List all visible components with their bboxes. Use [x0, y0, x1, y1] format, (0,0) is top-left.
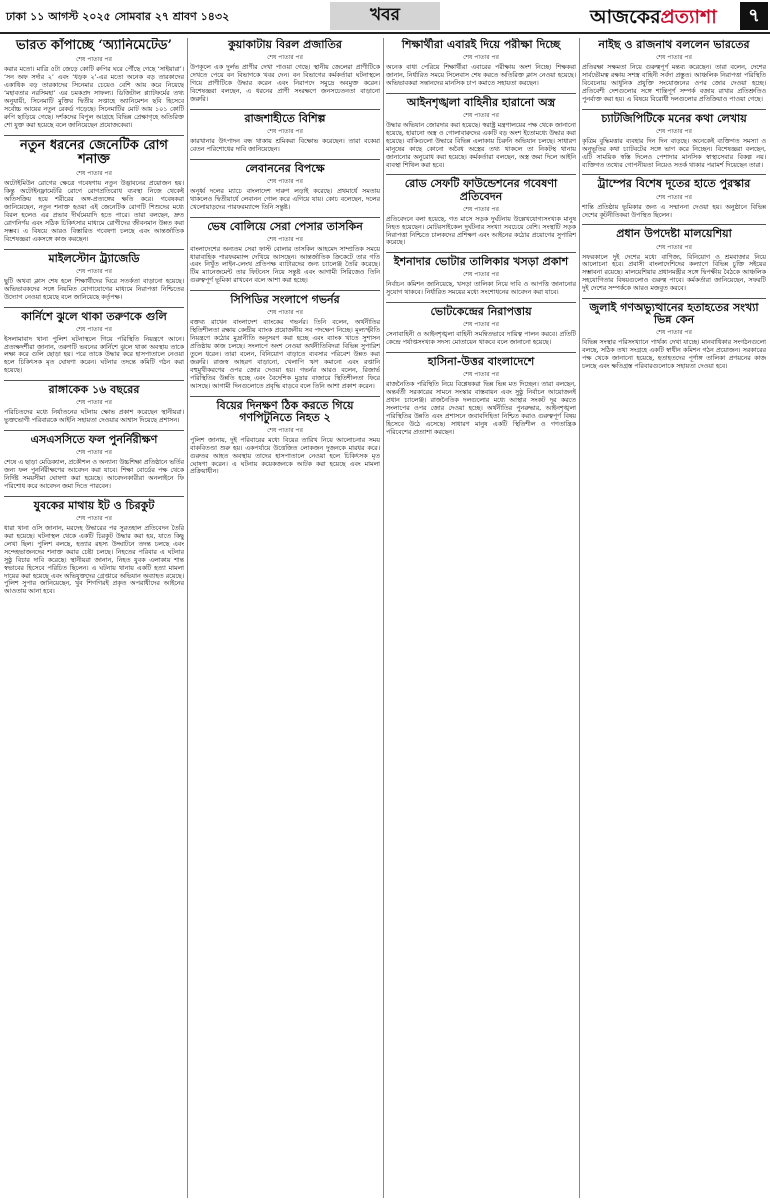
article-divider	[386, 352, 576, 353]
article-body: পুলিশ জানায়, দুই পরিবারের মধ্যে বিয়ের তারিখ নিয়ে আলোচনার সময় বাকবিতণ্ডা শুরু হয়। একপর্যায়ে উত্তেজিত লোকজন দুজনকে মারধর করে। গুরুতর আহত অবস্থায় তাদের হাসপাতালে নেওয়া হলে চিকিৎসক মৃত ঘোষণা করেন। এ ঘটনায় কয়েকজনকে আটক করা হয়েছে এবং মামলা প্রক্রিয়াধীন।	[190, 436, 380, 476]
article-divider	[190, 217, 380, 218]
article-body: শেষে এ ছাড়া মেডিক্যাল, প্রকৌশল ও অন্যান্য উচ্চশিক্ষা প্রতিষ্ঠানে ভর্তির জন্য ফল পুনর্নিরীক্ষণের আবেদন করা যাবে। শিক্ষা বোর্ডের পক্ষ থেকে নির্দিষ্ট সময়সীমা ঘোষণা করা হয়েছে। আবেদনকারীরা অনলাইনে ফি পরিশোধ করে আবেদন জমা দিতে পারবেন।	[4, 459, 184, 490]
article	[4, 139, 184, 244]
continued-label: শেষ পাতার পর	[267, 127, 303, 135]
article-body: সেনাবাহিনী ও আইনশৃঙ্খলা বাহিনী সমন্বিতভাবে দায়িত্ব পালন করবে। প্রতিটি কেন্দ্রে পর্যাপ্তসংখ্যক সদস্য মোতায়েন থাকবে বলে জানানো হয়েছে।	[386, 331, 576, 347]
column-divider	[187, 38, 188, 1198]
article	[582, 178, 766, 219]
article-headline: ভারত কাঁপাচ্ছে ‘অ্যানিমেটেড’	[15, 38, 173, 53]
article	[4, 311, 184, 376]
article-divider	[386, 302, 576, 303]
continued-label: শেষ পাতার পর	[76, 399, 112, 407]
continued-label: শেষ পাতার পর	[656, 193, 692, 201]
article-divider	[386, 174, 576, 175]
article-divider	[190, 396, 380, 397]
article-headline: আইনশৃঙ্খলা বাহিনীর হারানো অস্ত্র	[406, 95, 556, 109]
newspaper-logo	[590, 3, 717, 35]
continued-label: শেষ পাতার পর	[267, 177, 303, 185]
continued-label: শেষ পাতার পর	[267, 309, 303, 317]
article-divider	[582, 224, 766, 225]
article-divider	[4, 496, 184, 497]
article	[4, 384, 184, 425]
article-body: অটোইমিউন রোগের ক্ষেত্রে গবেষণায় নতুন উদ্ভাবনের প্রয়োজন হয়। কিন্তু অটোইনফ্লামেটরি রোগে রোগপ্রতিরোধ ব্যবস্থা নিজে থেকেই অতিসক্রিয় হয়ে শরীরের অঙ্গ-প্রত্যঙ্গের ক্ষতি করে। গবেষকরা জানিয়েছেন, নতুন শনাক্ত হওয়া এই জেনেটিক রোগটি শিশুদের মধ্যে বিরল হলেও এর প্রভাব দীর্ঘমেয়াদি হতে পারে। তারা বলছেন, দ্রুত রোগনির্ণয় এবং সঠিক চিকিৎসার মাধ্যমে রোগীদের জীবনমান উন্নত করা সম্ভব। এ বিষয়ে আরও বিস্তারিত গবেষণা চলছে এবং আন্তর্জাতিক বিশেষজ্ঞরা একসঙ্গে কাজ করছেন।	[4, 180, 184, 243]
article-body: ইসলামাবাদ থানা পুলিশ ঘটনাস্থলে গিয়ে পরিস্থিতি নিয়ন্ত্রণে আনে। প্রত্যক্ষদর্শীরা জানান, তরুণটি ভবনের কার্নিশে ঝুলে থাকা অবস্থায় তাকে লক্ষ্য করে গুলি ছোড়া হয়। পরে তাকে উদ্ধার করে হাসপাতালে নেওয়া হলে চিকিৎসক মৃত ঘোষণা করেন। ঘটনার তদন্তে কমিটি গঠন করা হয়েছে।	[4, 335, 184, 375]
article-headline: কার্নিশে ঝুলে থাকা তরুণকে গুলি	[21, 309, 167, 323]
continued-label: শেষ পাতার পর	[76, 515, 112, 523]
article-body: উদ্ধার অভিযান জোরদার করা হয়েছে। স্বরাষ্ট্র মন্ত্রণালয়ের পক্ষ থেকে জানানো হয়েছে, হারানো অস্ত্র ও গোলাবারুদের একটি বড় অংশ ইতোমধ্যে উদ্ধার করা হয়েছে। বাকিগুলো উদ্ধারে বিভিন্ন এলাকায় চিরুনি অভিযান চলছে। সাধারণ মানুষের কাছে কোনো অবৈধ অস্ত্রের তথ্য থাকলে তা নিকটস্থ থানায় জানানোর অনুরোধ করা হয়েছে। কর্মকর্তারা বলছেন, অস্ত্র জমা দিলে আইনি ব্যবস্থা শিথিল করা হবে।	[386, 121, 576, 169]
article-headline: ট্রাম্পের বিশেষ দূতের হাতে পুরস্কার	[597, 177, 751, 191]
article-divider	[4, 430, 184, 431]
article	[4, 253, 184, 302]
article-headline: কুয়াকাটায় বিরল প্রজাতির	[228, 38, 342, 51]
article-body: কারখানার উৎপাদন বন্ধ থাকায় শ্রমিকরা বিক্ষোভ করেছেন। তারা বকেয়া বেতন পরিশোধের দাবি জানিয়েছেন।	[190, 137, 380, 153]
column-2	[190, 38, 380, 1196]
article	[190, 400, 380, 477]
continued-label: শেষ পাতার পর	[656, 243, 692, 251]
continued-label: শেষ পাতার পর	[463, 371, 499, 379]
column-3	[386, 38, 576, 1196]
article	[386, 256, 576, 297]
article-headline: ইশনাদার ভোটার তালিকার খসড়া প্রকাশ	[393, 255, 569, 269]
article	[386, 356, 576, 437]
continued-label: শেষ পাতার পর	[76, 267, 112, 275]
article-headline: রাজশাহীতে বিশিল্প	[244, 111, 326, 125]
continued-label: শেষ পাতার পর	[656, 329, 692, 337]
column-divider	[383, 38, 384, 1198]
article-divider	[190, 290, 380, 291]
article-body: করার মতো। মাত্রি ৫টা জেড়ে কোটি রুপির ঘরে পৌঁছে গেছে ‘সাইয়ারা’। ‘সন অফ সর্দার ২’ এবং ‘ধড়ক ২’-এর মতো অনেক বড় তারকাদের একাধিক বড় তারকাদের সিনেমার চেয়েও বেশি আয় করে নিয়েছে ‘মহাবতার নরসিমহা’ এর চমকপ্রদ সাফল্য। ডিজিটাল প্ল্যাটফর্মের তথ্য অনুযায়ী, সিনেমাটি মুক্তির দ্বিতীয় সপ্তাহে অ্যানিমেশন ছবি হিসেবে সর্বোচ্চ আয়ের নতুন রেকর্ড গড়েছে। সিনেমাটির মোট আয় ১০১ কোটি রুপি ছাড়িয়ে গেছে। দর্শকদের বিপুল আগ্রহে বিভিন্ন প্রেক্ষাগৃহে অতিরিক্ত শো যুক্ত করা হয়েছে বলে জানিয়েছেন প্রযোজকেরা।	[4, 66, 184, 129]
article-body: নির্বাচন কমিশন জানিয়েছে, খসড়া তালিকা নিয়ে দাবি ও আপত্তি জানানোর সুযোগ থাকবে। নির্ধারিত সময়ের মধ্যে সংশোধনের আবেদন করা যাবে।	[386, 281, 576, 297]
article-headline: লেবাননের বিপক্ষে	[245, 161, 325, 175]
article-body: পরিচিতদের মধ্যে নির্যাতনের ঘটনায় ক্ষোভ প্রকাশ করেছেন স্থানীয়রা। ভুক্তভোগী পরিবারকে আইনি সহায়তা দেওয়ার আশ্বাস দিয়েছে প্রশাসন।	[4, 409, 184, 425]
continued-label: শেষ পাতার পর	[463, 111, 499, 119]
article-headline: প্রধান উপদেষ্টা মালয়েশিয়া	[616, 227, 732, 241]
article	[4, 500, 184, 596]
continued-label: শেষ পাতার পর	[656, 127, 692, 135]
article	[386, 97, 576, 170]
continued-label: শেষ পাতার পর	[267, 426, 303, 434]
continued-label: শেষ পাতার পর	[267, 235, 303, 243]
article-headline: মাইলস্টোন ট্র্যাজেডি	[48, 251, 140, 265]
article	[582, 302, 766, 371]
article-body: ছুটি অথবা ক্লাস শেষ হলে শিক্ষার্থীদের ঘিরে সতর্কতা বাড়ানো হয়েছে। অভিভাবকদের সঙ্গে নিয়মিত যোগাযোগের মাধ্যমে নিরাপত্তা নিশ্চিতের উদ্যোগ নেওয়া হয়েছে বলে জানিয়েছে কর্তৃপক্ষ।	[4, 277, 184, 301]
continued-label: শেষ পাতার পর	[463, 54, 499, 62]
article-divider	[4, 380, 184, 381]
article-headline: নতুন ধরনের জেনেটিক রোগ শনাক্ত	[20, 137, 168, 167]
article-headline: রোড সেফটি ফাউন্ডেশনের গবেষণা প্রতিবেদন	[404, 177, 558, 203]
article-body: বিভিন্ন সংস্থার পরিসংখ্যানে পার্থক্য দেখা যাচ্ছে। মানবাধিকার সংগঠনগুলো বলছে, সঠিক তথ্য সংগ্রহে একটি স্বাধীন কমিশন গঠন প্রয়োজন। সরকারের পক্ষ থেকে জানানো হয়েছে, হতাহতদের পূর্ণাঙ্গ তালিকা প্রণয়নের কাজ চলছে এবং ক্ষতিগ্রস্ত পরিবারগুলোকে সহায়তা দেওয়া হবে।	[582, 339, 766, 371]
article	[190, 113, 380, 154]
article-divider	[582, 109, 766, 110]
logo-part-2: প্রত্যাশা	[660, 6, 717, 28]
article-body: অনেক বাধা পেরিয়ে শিক্ষার্থীরা এবারের পরীক্ষায় অংশ নিচ্ছে। শিক্ষকরা জানান, নির্ধারিত সময়ে সিলেবাস শেষ করতে অতিরিক্ত ক্লাস নেওয়া হয়েছে। অভিভাবকরা সন্তানদের মানসিক চাপ কমাতে সহায়তা করছেন।	[386, 64, 576, 87]
logo-part-1: আজকের	[590, 6, 661, 28]
article-headline: রাঙ্গাকেক ১৬ বছরের	[48, 383, 140, 397]
article-headline: শিক্ষার্থীরা এবারই দিয়ে পরীক্ষা দিচ্ছে	[401, 38, 561, 51]
article-body: শান্তি প্রতিষ্ঠায় ভূমিকার জন্য এ সম্মাননা দেওয়া হয়। অনুষ্ঠানে বিভিন্ন দেশের কূটনীতিকরা উপস্থিত ছিলেন।	[582, 203, 766, 219]
article-headline: সিপিডির সংলাপে গভর্নর	[230, 293, 340, 307]
article-divider	[190, 159, 380, 160]
continued-label: শেষ পাতার পর	[463, 321, 499, 329]
section-title: খবর	[330, 2, 440, 30]
article	[386, 178, 576, 247]
article-headline: হাসিনা-উত্তর বাংলাদেশে	[427, 355, 535, 369]
page-number: ৭	[740, 2, 768, 30]
article	[190, 294, 380, 390]
article-divider	[190, 109, 380, 110]
article-body: প্রতিবেদনে বলা হয়েছে, গত মাসে সড়ক দুর্ঘটনায় উল্লেখযোগ্যসংখ্যক মানুষ নিহত হয়েছেন। মোটরসাইকেল দুর্ঘটনার সংখ্যা সবচেয়ে বেশি। সংস্থাটি সড়ক নিরাপত্তা নিশ্চিতে চালকদের প্রশিক্ষণ এবং আইনের কঠোর প্রয়োগের সুপারিশ করেছে।	[386, 215, 576, 247]
article	[4, 434, 184, 491]
article	[582, 113, 766, 170]
column-4	[582, 38, 766, 1196]
article-headline: ভেষ বোলিয়ে সেরা পেসার তাসকিন	[207, 219, 363, 233]
continued-label: শেষ পাতার পর	[463, 271, 499, 279]
article	[582, 39, 766, 104]
page-header	[0, 0, 770, 34]
issue-date: ঢাকা ১১ আগস্ট ২০২৫ সোমবার ২৭ শ্রাবণ ১৪৩২	[6, 10, 230, 23]
article-headline: নাইছ ও রাজনাথ বললেন ভারতের	[598, 38, 750, 51]
article-body: রাজনৈতিক পরিস্থিতি নিয়ে বিশ্লেষকরা ভিন্ন ভিন্ন মত দিচ্ছেন। তারা বলছেন, অন্তর্বর্তী সরকারের সামনে সংস্কার বাস্তবায়ন এবং সুষ্ঠু নির্বাচন আয়োজনই প্রধান চ্যালেঞ্জ। রাজনৈতিক দলগুলোর মধ্যে আস্থার সংকট দূর করতে সংলাপের ওপর জোর দেওয়া হচ্ছে। অর্থনীতির পুনরুদ্ধার, আইনশৃঙ্খলা পরিস্থিতির উন্নতি এবং প্রশাসনে জবাবদিহিতা নিশ্চিত করাও গুরুত্বপূর্ণ বিষয় হিসেবে উঠে এসেছে। সাধারণ মানুষ একটি স্থিতিশীল ও গণতান্ত্রিক পরিবেশের প্রত্যাশা করছেন।	[386, 381, 576, 436]
continued-label: শেষ পাতার পর	[463, 205, 499, 213]
article-headline: চ্যাটজিপিটিকে মনের কথা লেখায়	[601, 111, 747, 125]
article	[190, 39, 380, 104]
article-body: প্রতিরক্ষা সক্ষমতা নিয়ে গুরুত্বপূর্ণ মন্তব্য করেছেন। তারা বলেন, দেশের সার্বভৌমত্ব রক্ষায় সশস্ত্র বাহিনী সর্বদা প্রস্তুত। আঞ্চলিক নিরাপত্তা পরিস্থিতি বিবেচনায় আধুনিক প্রযুক্তি সংযোজনের ওপর জোর দেওয়া হচ্ছে। প্রতিবেশী দেশগুলোর সঙ্গে শান্তিপূর্ণ সম্পর্ক বজায় রাখার প্রতিশ্রুতিও পুনর্ব্যক্ত করা হয়। এ বিষয়ে বিরোধী দলগুলোর প্রতিক্রিয়াও পাওয়া গেছে।	[582, 64, 766, 103]
article-divider	[386, 252, 576, 253]
article-divider	[4, 249, 184, 250]
column-divider	[579, 38, 580, 1198]
article-headline: যুবকের মাথায় ইট ও চিরকুট	[33, 498, 155, 512]
article-body: বক্তব্য রাখেন বাংলাদেশ ব্যাংকের গভর্নর। তিনি বলেন, অর্থনীতির স্থিতিশীলতা রক্ষায় কেন্দ্রীয় ব্যাংক প্রয়োজনীয় সব পদক্ষেপ নিচ্ছে। মূল্যস্ফীতি নিয়ন্ত্রণে কঠোর মুদ্রানীতি অনুসরণ করা হচ্ছে এবং ব্যাংক খাতে সুশাসন প্রতিষ্ঠায় কাজ চলছে। সংলাপে অংশ নেওয়া অর্থনীতিবিদরা বিভিন্ন সুপারিশ তুলে ধরেন। তারা বলেন, বিনিয়োগ বাড়াতে ব্যবসার পরিবেশ উন্নত করা জরুরি। রাজস্ব আহরণ বাড়ানো, খেলাপি ঋণ কমানো এবং রপ্তানি বহুমুখীকরণের ওপর জোর দেওয়া হয়। গভর্নর আরও বলেন, রিজার্ভ পরিস্থিতির উন্নতি হচ্ছে এবং বৈদেশিক মুদ্রার বাজারে স্থিতিশীলতা ফিরে আসছে। আগামী দিনগুলোতে প্রবৃদ্ধি বাড়বে বলে তিনি আশা প্রকাশ করেন।	[190, 319, 380, 390]
article-divider	[4, 307, 184, 308]
article-divider	[4, 135, 184, 136]
article	[190, 163, 380, 212]
article-divider	[582, 298, 766, 299]
column-1	[4, 38, 184, 1196]
article-body: অনূর্ধ্ব দলের ম্যাচে বাংলাদেশ দারুণ লড়াই করেছে। প্রথমার্ধে সমতায় থাকলেও দ্বিতীয়ার্ধে লেবানন গোল করে এগিয়ে যায়। কোচ বলেছেন, দলের খেলোয়াড়দের পারফরম্যান্সে তিনি সন্তুষ্ট।	[190, 187, 380, 211]
article-headline: জুলাই গণঅভ্যুত্থানের হতাহতের সংখ্যা ভিন্ন কেন	[589, 301, 759, 327]
continued-label: শেষ পাতার পর	[267, 54, 303, 62]
article	[4, 39, 184, 130]
article-body: উপকূলে এক দুর্লভ প্রাণীর দেখা পাওয়া গেছে। স্থানীয় জেলেরা প্রাণীটিকে দেখতে পেয়ে বন বিভাগকে খবর দেন। বন বিভাগের কর্মকর্তারা ঘটনাস্থলে গিয়ে প্রাণীটিকে উদ্ধার করেন এবং নিরাপদে সমুদ্রে অবমুক্ত করেন। বিশেষজ্ঞরা বলছেন, এ ধরনের প্রাণী সংরক্ষণে জনসচেতনতা বাড়ানো জরুরি।	[190, 64, 380, 103]
article-divider	[582, 174, 766, 175]
continued-label: শেষ পাতার পর	[76, 449, 112, 457]
article-body: ধারা থানা ওসি জানান, মরদেহ উদ্ধারের পর সুরতহাল প্রতিবেদন তৈরি করা হয়েছে। ঘটনাস্থল থেকে একটি চিরকুট উদ্ধার করা হয়, যাতে কিছু লেখা ছিল। পুলিশ বলছে, হত্যার রহস্য উদ্ঘাটনে তদন্ত চলছে এবং সন্দেহভাজনদের শনাক্ত করার চেষ্টা চলছে। নিহতের পরিবার এ ঘটনার সুষ্ঠু বিচার দাবি করেছে। স্থানীয়রা জানান, নিহত যুবক এলাকায় শান্ত স্বভাবের হিসেবে পরিচিত ছিলেন। এ ঘটনায় থানায় একটি হত্যা মামলা দায়ের করা হয়েছে এবং অভিযুক্তদের গ্রেপ্তারে অভিযান অব্যাহত রয়েছে। পুলিশ সুপার জানিয়েছেন, খুব শিগগিরই প্রকৃত অপরাধীদের আইনের আওতায় আনা হবে।	[4, 525, 184, 596]
article	[386, 306, 576, 347]
article-body: কৃত্রিম বুদ্ধিমত্তার ব্যবহার দিন দিন বাড়ছে। অনেকেই ব্যক্তিগত সমস্যা ও অনুভূতির কথা চ্যাটবটের সঙ্গে ভাগ করে নিচ্ছেন। বিশেষজ্ঞরা বলছেন, এটি সাময়িক স্বস্তি দিলেও পেশাদার মানসিক স্বাস্থ্যসেবার বিকল্প নয়। ব্যক্তিগত তথ্যের গোপনীয়তা নিয়েও সতর্ক থাকার পরামর্শ দিয়েছেন তারা।	[582, 137, 766, 169]
article-body: সফরকালে দুই দেশের মধ্যে বাণিজ্য, বিনিয়োগ ও শ্রমবাজার নিয়ে আলোচনা হবে। প্রবাসী বাংলাদেশিদের কল্যাণে বিভিন্ন চুক্তি সইয়ের সম্ভাবনা রয়েছে। মালয়েশিয়ার প্রধানমন্ত্রীর সঙ্গে দ্বিপক্ষীয় বৈঠকে আঞ্চলিক সহযোগিতার বিষয়গুলোও গুরুত্ব পাবে। কর্মকর্তারা জানিয়েছেন, সফরটি দুই দেশের সম্পর্ককে আরও মজবুত করবে।	[582, 253, 766, 293]
continued-label: শেষ পাতার পর	[656, 54, 692, 62]
article-headline: এসএসসিতে ফল পুনর্নিরীক্ষণ	[30, 433, 158, 447]
article-body: বাংলাদেশের অন্যতম সেরা ফাস্ট বোলার তাসকিন আহমেদ সাম্প্রতিক সময়ে ধারাবাহিক পারফরম্যান্স দেখিয়ে আসছেন। আন্তর্জাতিক ক্রিকেটে তার গতি এবং নিখুঁত লাইন-লেংথ প্রতিপক্ষ ব্যাটারদের জন্য চ্যালেঞ্জ তৈরি করেছে। টিম ম্যানেজমেন্ট তার ফিটনেস নিয়ে সন্তুষ্ট এবং আগামী সিরিজেও তিনি গুরুত্বপূর্ণ ভূমিকা রাখবেন বলে আশা করা হচ্ছে।	[190, 245, 380, 285]
article	[190, 221, 380, 286]
continued-label: শেষ পাতার পর	[76, 325, 112, 333]
article-headline: বিয়ের দিনক্ষণ ঠিক করতে গিয়ে গণপিটুনিতে নিহত ২	[216, 398, 354, 424]
article-headline: ভোটকেন্দ্রের নিরাপত্তায়	[430, 305, 532, 319]
continued-label: শেষ পাতার পর	[76, 170, 112, 178]
article	[582, 228, 766, 293]
article	[386, 39, 576, 88]
article-divider	[386, 93, 576, 94]
continued-label: শেষ পাতার পর	[76, 56, 112, 64]
